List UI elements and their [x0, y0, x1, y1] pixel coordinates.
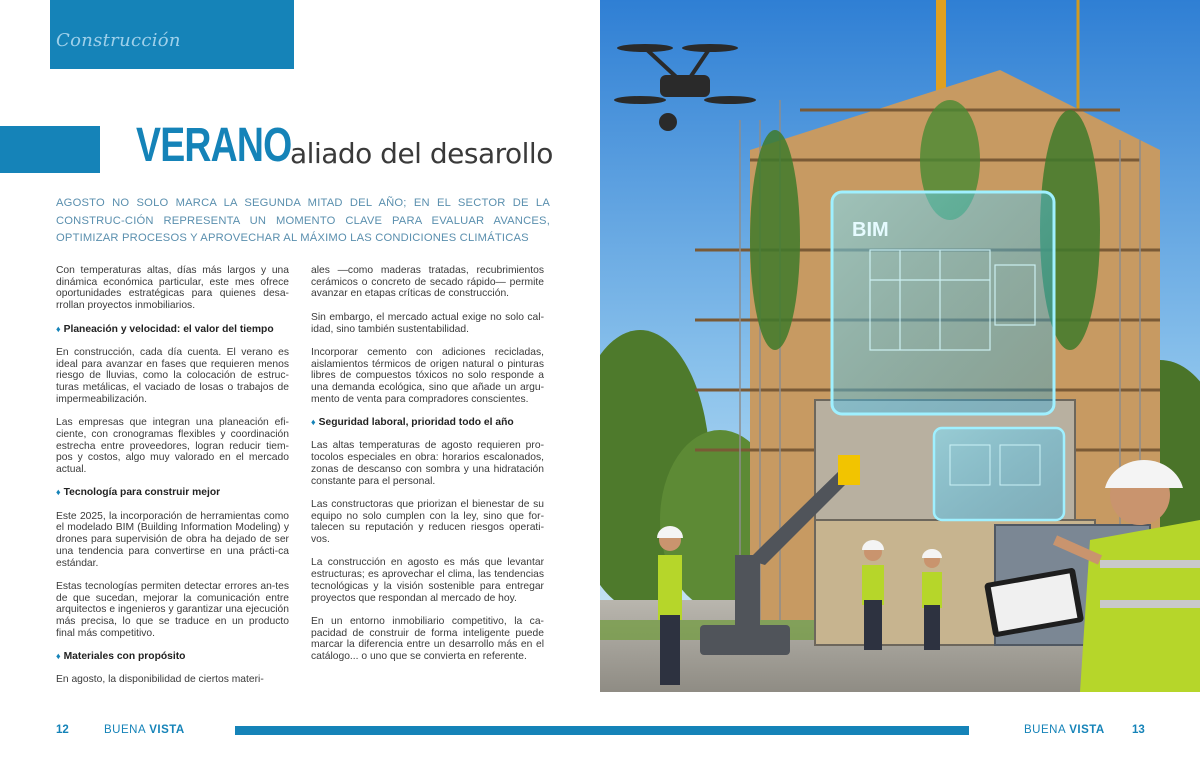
title-accent-bar: [0, 126, 100, 173]
brand-left: BUENA VISTA: [104, 724, 185, 736]
bullet-icon: ♦: [311, 417, 316, 428]
section-heading: ♦ Materiales con propósito: [56, 651, 186, 663]
page-number-right: 13: [1132, 724, 1145, 736]
paragraph: Incorporar cemento con adiciones recicladas, aislamientos térmicos de origen natural o pinturas libres de compuestos tóxicos no solo responde a una demanda ecológica, sino que añade un argu-mento de venta para compradores conscientes.: [311, 346, 544, 405]
text-column-2: [311, 265, 544, 674]
paragraph: La construcción en agosto es más que levantar estructuras; es aprovechar el clima, las tendencias tecnológicas y la visión sostenible para entregar proyectos que respondan al mercado de hoy.: [311, 557, 544, 604]
paragraph: Con temperaturas altas, días más largos y una dinámica económica particular, este mes ofrece oportunidades estratégicas para quienes desa-rrollan proyectos inmobiliarios.: [56, 265, 289, 312]
bullet-icon: ♦: [56, 323, 61, 334]
paragraph: Las empresas que integran una planeación efi-ciente, con cronogramas flexibles y coordinación estrecha entre proveedores, logran reducir tiem-pos y costos, algo muy valorado en el mercado actual.: [56, 417, 289, 475]
section-heading: ♦ Planeación y velocidad: el valor del tiempo: [56, 323, 274, 335]
paragraph: Estas tecnologías permiten detectar errores an-tes de que sucedan, mejorar la comunicación entre arquitectos e ingenieros y garantizar una ejecución más precisa, lo que se traduce en un producto final más competitivo.: [56, 580, 289, 639]
bim-label: BIM: [852, 219, 889, 241]
paragraph: En agosto, la disponibilidad de ciertos materi-: [56, 674, 264, 686]
page-number-left: 12: [56, 724, 69, 736]
paragraph: Las constructoras que priorizan el bienestar de su equipo no solo cumplen con la ley, sino que for-talecen su reputación y reducen riesgos operati-vos.: [311, 498, 544, 546]
section-tab: [50, 0, 294, 69]
brand-right: BUENA VISTA: [1024, 724, 1105, 736]
paragraph: Sin embargo, el mercado actual exige no solo cal-idad, sino también sustentabilidad.: [311, 311, 544, 335]
text-column-1: [56, 265, 289, 698]
article-lead: AGOSTO NO SOLO MARCA LA SEGUNDA MITAD DEL AÑO; EN EL SECTOR DE LA CONSTRUC-CIÓN REPRESENTA UN MOMENTO CLAVE PARA EVALUAR AVANCES, OPTIMIZAR PROCESOS Y APROVECHAR AL MÁXIMO LAS CONDICIONES CLIMÁTICAS: [56, 197, 550, 244]
section-label: Construcción: [56, 30, 181, 51]
paragraph: ales —como maderas tratadas, recubrimientos cerámicos o concreto de secado rápido— permite avanzar en etapas críticas de construcción.: [311, 265, 544, 300]
footer-bar: [235, 726, 969, 735]
section-heading: ♦ Seguridad laboral, prioridad todo el año: [311, 417, 514, 429]
paragraph: En construcción, cada día cuenta. El verano es ideal para avanzar en fases que requieren menos riesgo de lluvias, como la colocación de estruc-turas metálicas, el vaciado de losas o trabajos de impermeabilización.: [56, 346, 289, 405]
section-heading: ♦ Tecnología para construir mejor: [56, 487, 221, 499]
bullet-icon: ♦: [56, 487, 61, 498]
construction-photo: [600, 0, 1200, 692]
bullet-icon: ♦: [56, 651, 61, 662]
paragraph: En un entorno inmobiliario competitivo, la ca-pacidad de construir de forma inteligente puede marcar la diferencia entre un desarrollo más en el catálogo... o uno que se convierta en referente.: [311, 615, 544, 663]
paragraph: Las altas temperaturas de agosto requieren pro-tocolos especiales en obra: horarios escalonados, zonas de descanso con sombra y una hidratación constante para el personal.: [311, 440, 544, 487]
article-subtitle: aliado del desarollo: [290, 137, 553, 170]
article-title: VERANO: [136, 119, 292, 172]
paragraph: Este 2025, la incorporación de herramientas como el modelado BIM (Building Information Modeling) y drones para supervisión de obra ha dejado de ser una tendencia para convertirse en una prácti-ca estándar.: [56, 510, 289, 569]
